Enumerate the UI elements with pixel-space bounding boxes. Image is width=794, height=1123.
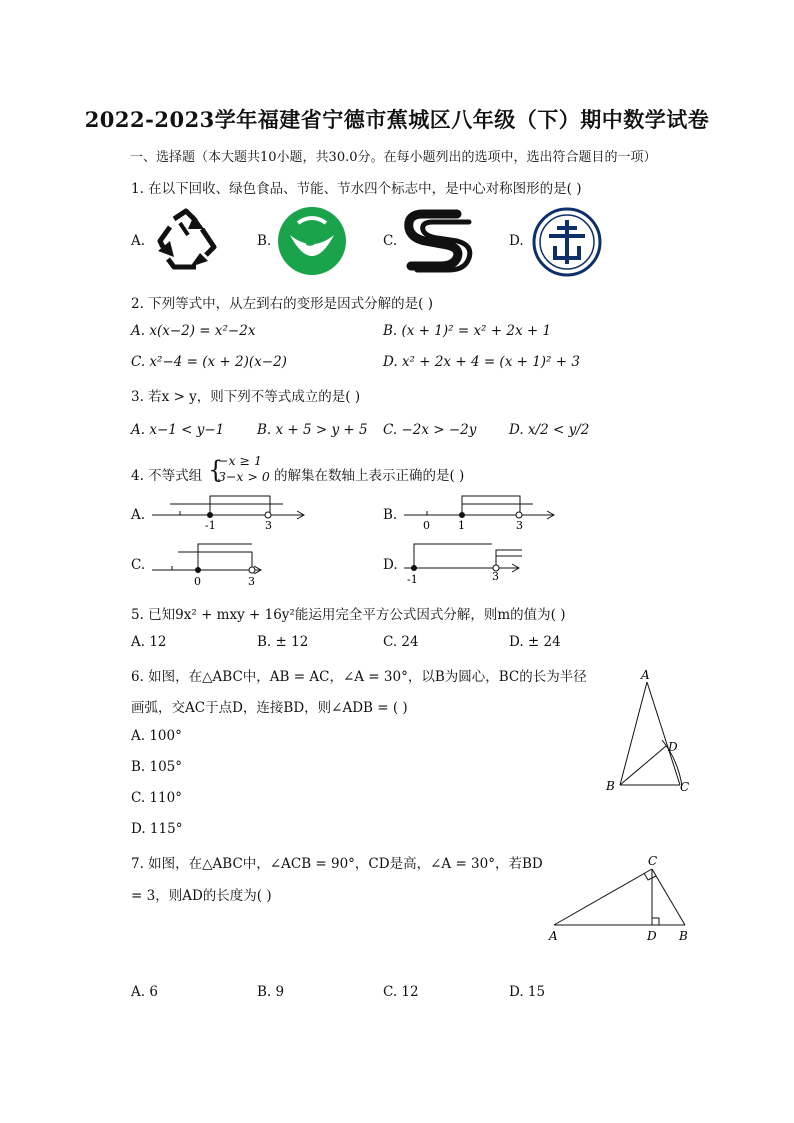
question-4-stem-start: 4. 不等式组 <box>131 468 203 484</box>
q6-option-c: C. 110° <box>131 790 182 806</box>
q6-option-a: A. 100° <box>131 728 182 744</box>
triangle-figure-q7 <box>540 850 700 945</box>
q4-option-c-label: C. <box>131 557 146 573</box>
number-line-d <box>400 540 525 588</box>
tick-label: 3 <box>492 570 499 583</box>
question-1-stem: 1. 在以下回收、绿色食品、节能、节水四个标志中，是中心对称图形的是( ) <box>131 181 582 197</box>
vertex-label: D <box>647 929 657 943</box>
q4-option-a-label: A. <box>131 507 146 523</box>
recycle-icon <box>150 205 226 277</box>
vertex-label: A <box>641 668 650 682</box>
tick-label: 3 <box>265 519 272 532</box>
q7-option-a: A. 6 <box>131 984 158 1000</box>
question-7-stem-line-2: = 3，则AD的长度为( ) <box>131 888 272 904</box>
q3-option-b: B. x + 5 > y + 5 <box>257 422 368 438</box>
question-4-stem-end: 的解集在数轴上表示正确的是( ) <box>274 468 465 484</box>
energy-saving-icon <box>403 208 477 274</box>
question-7-stem-line-1: 7. 如图，在△ABC中，∠ACB = 90°，CD是高，∠A = 30°，若BD <box>131 856 543 872</box>
q1-option-c-label: C. <box>383 233 398 249</box>
number-line-c <box>148 540 268 588</box>
tick-label: 3 <box>248 575 255 588</box>
vertex-label: D <box>668 740 678 754</box>
section-heading: 一、选择题（本大题共10小题，共30.0分。在每小题列出的选项中，选出符合题目的一项） <box>130 150 657 165</box>
green-food-icon <box>276 205 348 277</box>
question-2-stem: 2. 下列等式中，从左到右的变形是因式分解的是( ) <box>131 296 433 312</box>
question-6-stem-line-1: 6. 如图，在△ABC中，AB = AC，∠A = 30°，以B为圆心，BC的长为半径 <box>131 669 587 685</box>
q5-option-c: C. 24 <box>383 634 419 650</box>
q5-option-b: B. ± 12 <box>257 634 309 650</box>
q1-option-a-label: A. <box>131 233 146 249</box>
q3-option-a: A. x−1 < y−1 <box>131 422 225 438</box>
tick-label: 1 <box>458 519 465 532</box>
q7-option-c: C. 12 <box>383 984 419 1000</box>
tick-label: 3 <box>516 519 523 532</box>
q3-option-d: D. x/2 < y/2 <box>509 422 590 438</box>
q2-option-a: A. x(x−2) = x²−2x <box>131 323 256 339</box>
question-5-stem: 5. 已知9x² + mxy + 16y²能运用完全平方公式因式分解，则m的值为( ) <box>131 607 566 623</box>
number-line-b <box>398 492 563 532</box>
tick-label: -1 <box>407 573 418 586</box>
tick-label: -1 <box>205 519 216 532</box>
q4-option-b-label: B. <box>383 507 398 523</box>
q5-option-a: A. 12 <box>131 634 167 650</box>
vertex-label: B <box>679 929 688 943</box>
water-saving-icon <box>531 206 603 278</box>
q4-option-d-label: D. <box>383 557 398 573</box>
vertex-label: C <box>680 780 690 794</box>
question-6-stem-line-2: 画弧，交AC于点D，连接BD，则∠ADB = ( ) <box>131 700 408 716</box>
vertex-label: B <box>606 779 615 793</box>
tick-label: 0 <box>194 575 201 588</box>
page-title: 2022-2023学年福建省宁德市蕉城区八年级（下）期中数学试卷 <box>84 107 710 132</box>
q2-option-c: C. x²−4 = (x + 2)(x−2) <box>131 354 287 370</box>
vertex-label: C <box>648 854 658 868</box>
q1-option-d-label: D. <box>509 233 524 249</box>
q7-option-b: B. 9 <box>257 984 285 1000</box>
system-line-1: −x ≥ 1 <box>218 453 262 468</box>
q2-option-d: D. x² + 2x + 4 = (x + 1)² + 3 <box>383 354 580 370</box>
q3-option-c: C. −2x > −2y <box>383 422 477 438</box>
number-line-a <box>148 492 313 532</box>
q6-option-d: D. 115° <box>131 821 183 837</box>
q7-option-d: D. 15 <box>509 984 546 1000</box>
vertex-label: A <box>549 929 558 943</box>
q6-option-b: B. 105° <box>131 759 183 775</box>
tick-label: 0 <box>423 519 430 532</box>
q2-option-b: B. (x + 1)² = x² + 2x + 1 <box>383 323 552 339</box>
q1-option-b-label: B. <box>257 233 272 249</box>
system-brace: { <box>208 456 224 484</box>
system-line-2: 3−x > 0 <box>218 469 270 484</box>
triangle-figure-q6 <box>600 664 700 799</box>
question-3-stem: 3. 若x > y，则下列不等式成立的是( ) <box>131 389 361 405</box>
q5-option-d: D. ± 24 <box>509 634 561 650</box>
